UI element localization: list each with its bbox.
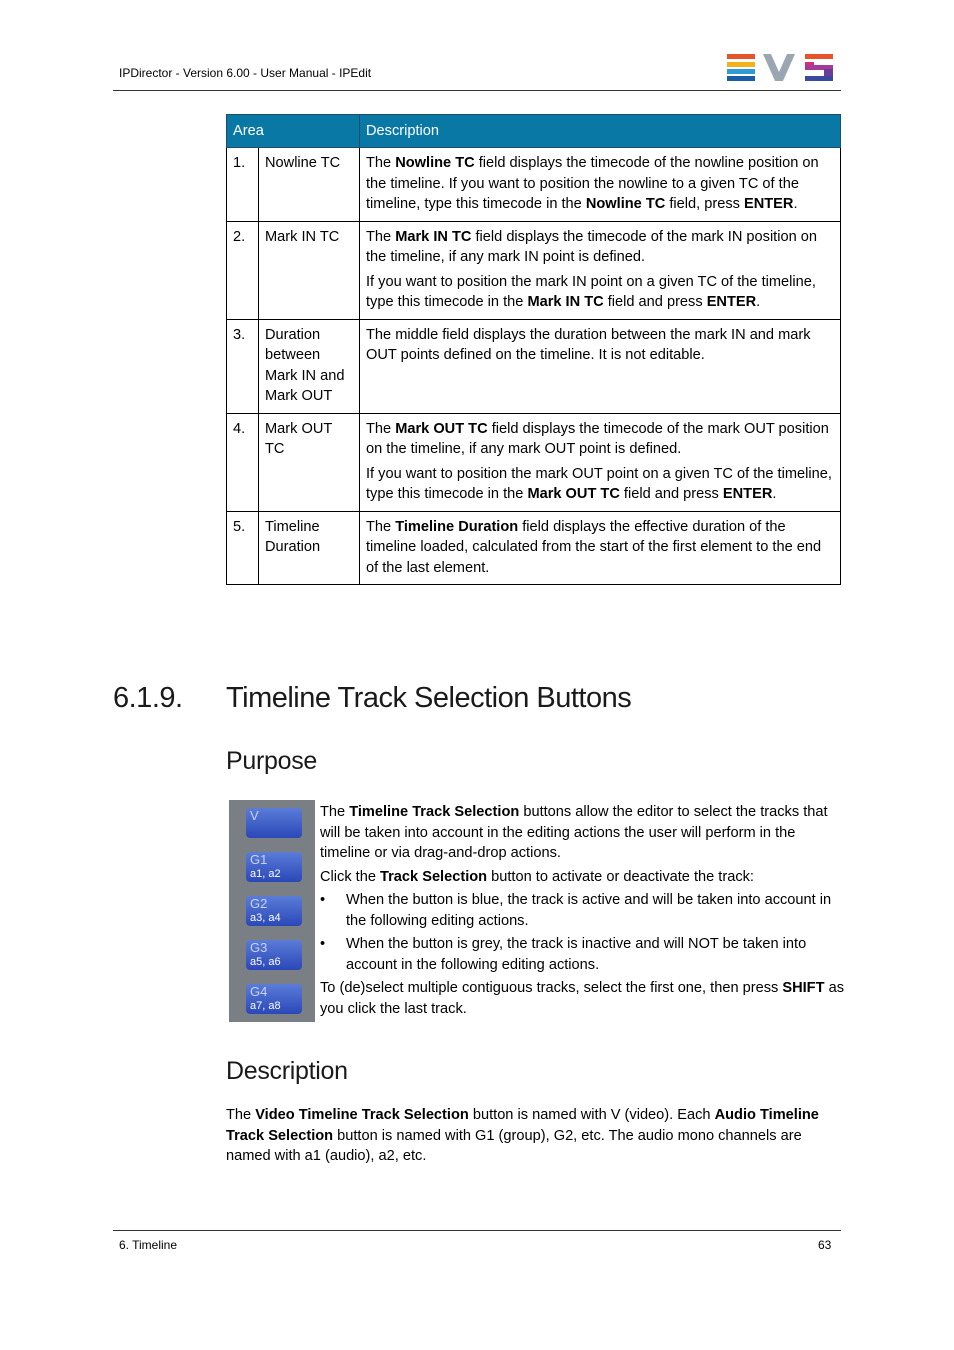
description-heading: Description [226, 1057, 348, 1085]
text-run: field displays the timecode of the mark OUT position on the timeline, if any mark OUT point is defined. [366, 420, 829, 457]
text-run: buttons allow the editor to select the tracks that will be taken into account in the editing actions the user will perform in the timeline or via drag-and-drop actions. [320, 804, 828, 861]
table-row [227, 221, 841, 319]
text-run: . [793, 196, 798, 212]
description-paragraph [366, 153, 834, 215]
bold-term: Mark OUT TC [527, 486, 620, 502]
row-description [360, 413, 841, 511]
text-run: . [772, 486, 777, 502]
bold-term: ENTER [743, 196, 794, 212]
description-paragraph [226, 1105, 831, 1167]
text-run: button to activate or deactivate the track: [487, 868, 754, 885]
description-paragraph [366, 325, 834, 366]
section-heading [113, 682, 631, 715]
bold-term: Audio Timeline Track Selection [226, 1107, 819, 1144]
area-column-header: Area [227, 115, 360, 148]
bold-term: ENTER [706, 294, 757, 310]
table-row [227, 511, 841, 585]
text-run: When the button is grey, the track is inactive and will NOT be taken into account in the following editing actions. [346, 936, 807, 973]
track-button-channels: a7, a8 [250, 1000, 281, 1012]
description-paragraph [366, 227, 834, 268]
track-button-g1[interactable] [246, 852, 302, 882]
footer-divider [113, 1230, 841, 1231]
bold-term: Nowline TC [395, 155, 475, 171]
page-number: 63 [818, 1238, 832, 1252]
track-button-channels: a1, a2 [250, 868, 281, 880]
footer-chapter: 6. Timeline [119, 1238, 178, 1252]
bold-term: SHIFT [782, 980, 825, 996]
bullet-icon: • [320, 892, 326, 908]
description-text [226, 1105, 831, 1167]
text-run: field and press [603, 294, 707, 310]
table-row [227, 148, 841, 222]
track-button-channels: a3, a4 [250, 912, 281, 924]
text-run: If you want to position the mark IN point on a given TC of the timeline, type this timecode in the [366, 273, 816, 310]
bold-term: Mark IN TC [395, 228, 472, 245]
evs-logo [727, 54, 835, 82]
bullet-item [320, 934, 845, 975]
track-button-label: G3 [250, 940, 268, 955]
row-number: 1. [227, 148, 259, 222]
bullet-icon: • [320, 936, 326, 952]
text-run: field displays the timecode of the mark IN position on the timeline, if any mark IN point is defined. [366, 228, 817, 265]
description-column-header: Description [360, 115, 841, 148]
purpose-text [320, 802, 845, 1022]
row-description [360, 221, 841, 319]
bold-term: Track Selection [380, 868, 488, 885]
bold-term: Timeline Track Selection [349, 804, 520, 820]
purpose-heading: Purpose [226, 747, 318, 775]
track-button-g2[interactable] [246, 896, 302, 926]
text-run: The [366, 518, 396, 535]
text-run: The middle field displays the duration between the mark IN and mark OUT points defined on the timeline. It is not editable. [366, 326, 811, 363]
text-run: The [320, 804, 350, 820]
header-title: IPDirector - Version 6.00 - User Manual - IPEdit [119, 66, 372, 80]
track-button-channels: a5, a6 [250, 956, 281, 968]
text-run: button is named with V (video). Each [468, 1107, 715, 1123]
bold-term: Mark IN TC [527, 294, 604, 310]
bullet-item [320, 890, 845, 931]
track-button-g4[interactable] [246, 984, 302, 1014]
text-run: button is named with G1 (group), G2, etc. The audio mono channels are named with a1 (audio), a2, etc. [226, 1127, 802, 1164]
row-number: 5. [227, 511, 259, 585]
row-number: 4. [227, 413, 259, 511]
text-run: The [366, 228, 396, 245]
track-button-label: G4 [250, 984, 268, 999]
bold-term: Timeline Duration [395, 518, 519, 535]
track-selection-panel [229, 800, 315, 1022]
row-area-name: Timeline Duration [259, 511, 360, 585]
text-run: field displays the timecode of the nowline position on the timeline. If you want to position the nowline to a given TC of the timeline, type this timecode in the [366, 155, 819, 212]
text-run: Click the [320, 868, 381, 885]
track-button-label: G2 [250, 896, 268, 911]
row-number: 3. [227, 319, 259, 413]
text-run: To (de)select multiple contiguous tracks, select the first one, then press [320, 980, 783, 996]
text-run: The [366, 420, 396, 437]
header-divider [113, 90, 841, 91]
row-description [360, 319, 841, 413]
bold-term: ENTER [722, 486, 773, 502]
purpose-paragraph [320, 978, 845, 1019]
purpose-paragraph [320, 867, 845, 888]
row-area-name: Nowline TC [259, 148, 360, 222]
text-run: . [756, 294, 761, 310]
row-description [360, 511, 841, 585]
text-run: The [366, 155, 396, 171]
area-description-table [226, 114, 841, 585]
description-paragraph [366, 517, 834, 579]
bold-term: Video Timeline Track Selection [255, 1107, 469, 1123]
row-area-name: Mark IN TC [259, 221, 360, 319]
track-button-v[interactable] [246, 808, 302, 838]
track-button-g3[interactable] [246, 940, 302, 970]
table-row [227, 413, 841, 511]
description-paragraph [366, 272, 834, 313]
bold-term: Mark OUT TC [395, 420, 488, 437]
bold-term: Nowline TC [585, 196, 666, 212]
text-run: as you click the last track. [320, 980, 844, 1017]
track-button-label: V [250, 808, 259, 823]
text-run: field, press [665, 196, 744, 212]
row-area-name: Duration between Mark IN and Mark OUT [259, 319, 360, 413]
row-description [360, 148, 841, 222]
track-button-label: G1 [250, 852, 268, 867]
text-run: If you want to position the mark OUT point on a given TC of the timeline, type this timecode in the [366, 465, 832, 502]
text-run: field and press [619, 486, 723, 502]
section-title: Timeline Track Selection Buttons [226, 682, 632, 714]
row-number: 2. [227, 221, 259, 319]
row-area-name: Mark OUT TC [259, 413, 360, 511]
description-paragraph [366, 419, 834, 460]
text-run: When the button is blue, the track is active and will be taken into account in the following editing actions. [346, 892, 832, 929]
text-run: The [226, 1107, 256, 1123]
section-number: 6.1.9. [113, 682, 183, 714]
table-row [227, 319, 841, 413]
text-run: field displays the effective duration of the timeline loaded, calculated from the start of the first element to the end of the last element. [366, 518, 822, 576]
purpose-paragraph [320, 802, 845, 864]
description-paragraph [366, 464, 834, 505]
